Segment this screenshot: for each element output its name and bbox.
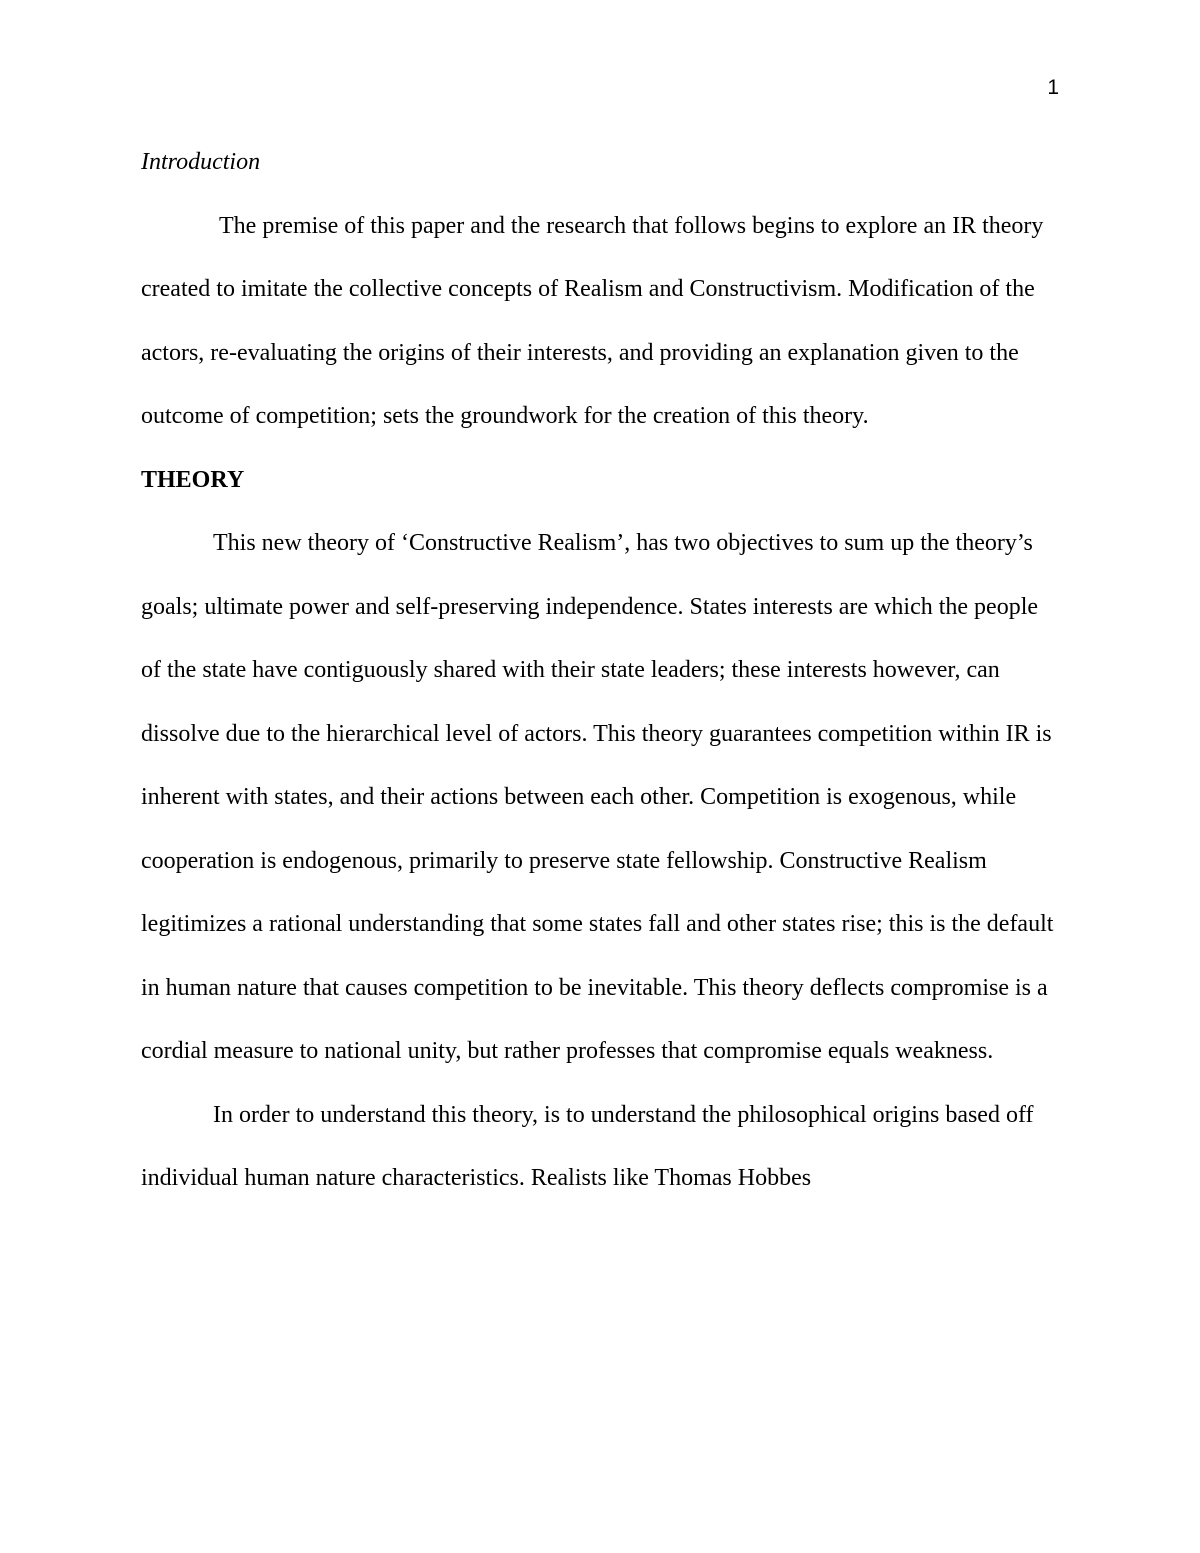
heading-introduction: Introduction xyxy=(141,149,261,175)
paragraph-theory-2: In order to understand this theory, is to understand the philosophical origins based off individual human nature characteristics. Realists like Thomas Hobbes xyxy=(141,1101,1034,1191)
paragraph-introduction: The premise of this paper and the research that follows begins to explore an IR theory created to imitate the collective concepts of Realism and Constructivism. Modification of the actors, re-evaluating the origins of their interests, and providing an explanation given to the outcome of competition; sets the groundwork for the creation of this theory. xyxy=(141,212,1044,429)
document-body xyxy=(141,131,1061,1211)
paragraph-theory-1: This new theory of ‘Constructive Realism’, has two objectives to sum up the theory’s goals; ultimate power and self-preserving independence. States interests are which the people of the state have contiguously shared with their state leaders; these interests however, can dissolve due to the hierarchical level of actors. This theory guarantees competition within IR is inherent with states, and their actions between each other. Competition is exogenous, while cooperation is endogenous, primarily to preserve state fellowship. Constructive Realism legitimizes a rational understanding that some states fall and other states rise; this is the default in human nature that causes competition to be inevitable. This theory deflects compromise is a cordial measure to national unity, but rather professes that compromise equals weakness. xyxy=(141,530,1054,1064)
heading-theory: THEORY xyxy=(141,466,245,493)
page-number: 1 xyxy=(1047,76,1059,99)
